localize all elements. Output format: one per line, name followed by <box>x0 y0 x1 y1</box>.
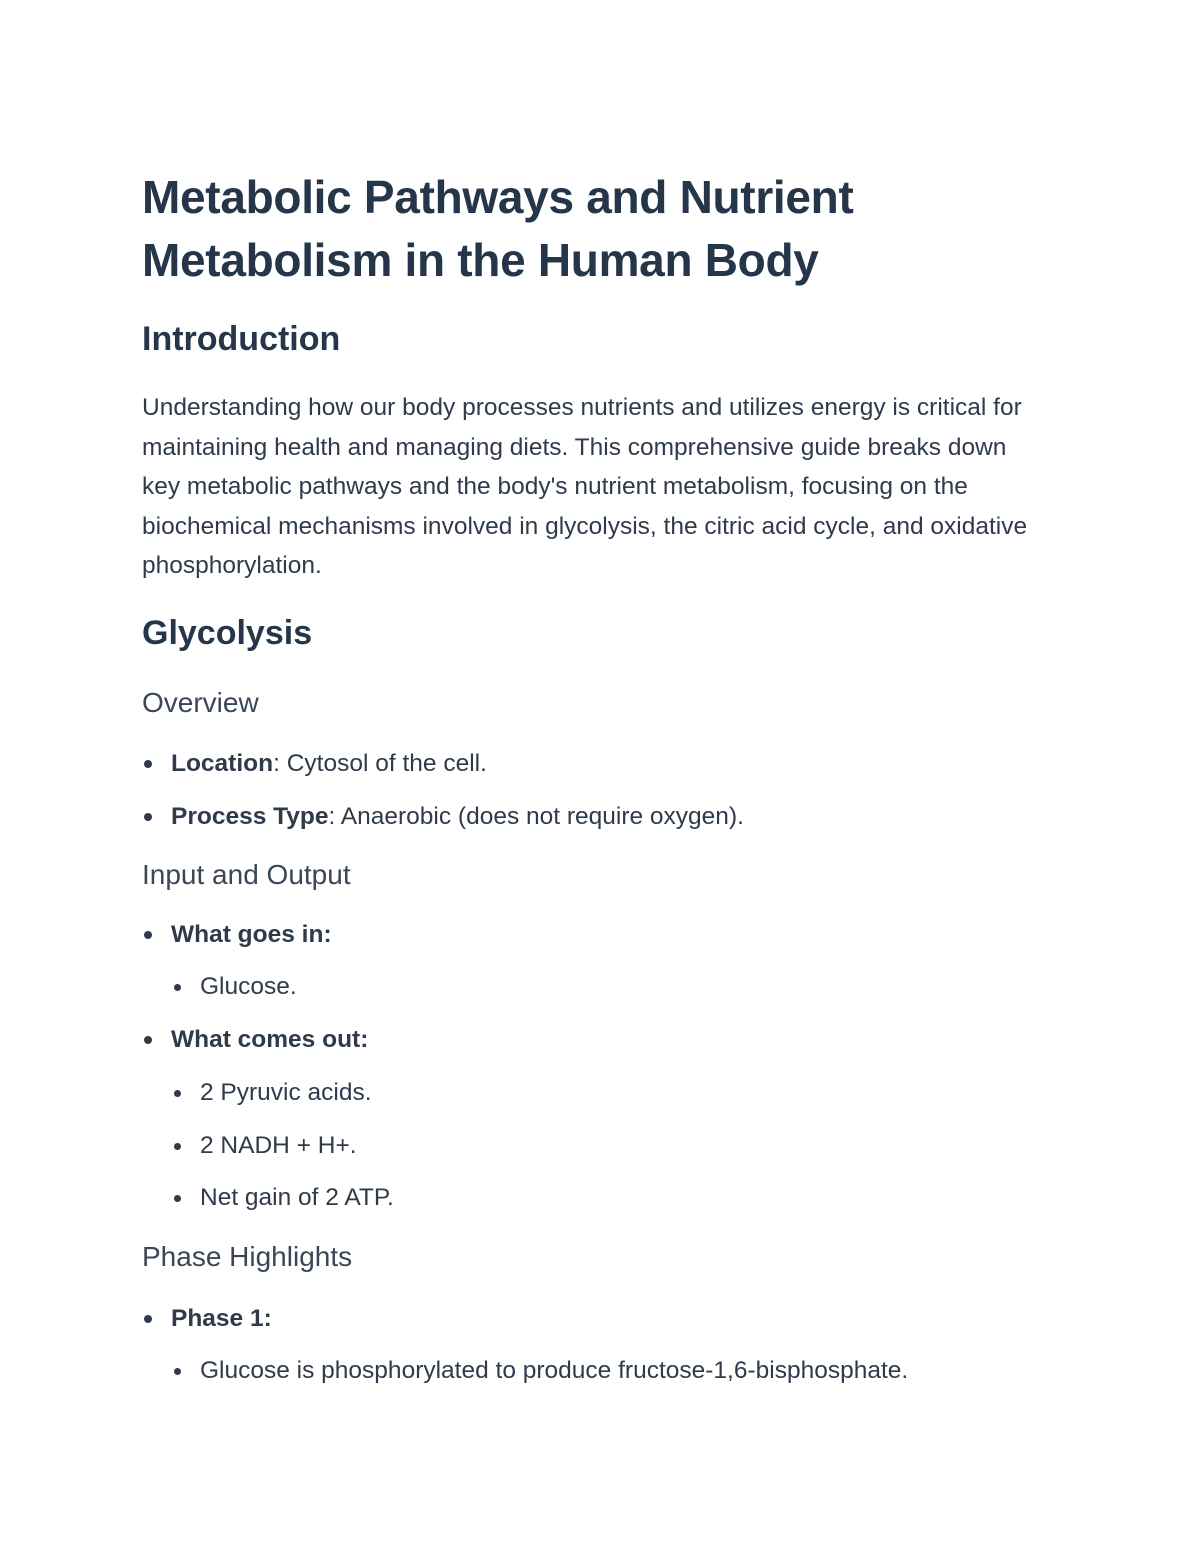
bullet-icon <box>174 1143 181 1150</box>
bullet-icon <box>144 1315 152 1323</box>
bullet-icon <box>144 813 152 821</box>
bullet-icon <box>144 1036 152 1044</box>
list-item-label: What goes in: <box>171 921 332 948</box>
list-item <box>171 1130 357 1162</box>
list-item-label: Location <box>171 750 274 777</box>
document-title: Metabolic Pathways and Nutrient Metabolism in the Human Body <box>142 171 854 286</box>
list-item <box>142 1024 368 1056</box>
list-item-text: 2 NADH + H+. <box>200 1132 357 1159</box>
list-item <box>142 1303 272 1335</box>
list-item-text: : Cytosol of the cell. <box>273 750 487 777</box>
introduction-paragraph: Understanding how our body processes nutrients and utilizes energy is critical for maintaining health and managing diets. This comprehensive guide breaks down key metabolic pathways and the body's nutrient metabolism, focusing on the biochemical mechanisms involved in glycolysis, the citric acid cycle, and oxidative phosphorylation. <box>142 394 1028 579</box>
bullet-icon <box>174 984 181 991</box>
list-item <box>142 748 487 780</box>
overview-heading: Overview <box>142 687 259 718</box>
list-item-text: Glucose. <box>200 973 297 1000</box>
bullet-icon <box>174 1090 181 1097</box>
glycolysis-heading: Glycolysis <box>142 614 313 652</box>
list-item-label: What comes out: <box>171 1026 369 1053</box>
list-item <box>142 919 332 951</box>
list-item-label: Phase 1: <box>171 1305 272 1332</box>
introduction-heading: Introduction <box>142 320 341 358</box>
list-item-text: : Anaerobic (does not require oxygen). <box>328 803 744 830</box>
list-item-text: Glucose is phosphorylated to produce fructose-1,6-bisphosphate. <box>200 1357 909 1384</box>
list-item-label: Process Type <box>171 803 329 830</box>
list-item-text: Net gain of 2 ATP. <box>200 1184 394 1211</box>
bullet-icon <box>174 1368 181 1375</box>
list-item <box>171 1182 394 1214</box>
bullet-icon <box>144 760 152 768</box>
list-item <box>171 1355 908 1387</box>
list-item <box>171 971 297 1003</box>
input-output-heading: Input and Output <box>142 859 351 890</box>
bullet-icon <box>174 1195 181 1202</box>
list-item <box>171 1077 372 1109</box>
list-item <box>142 801 744 833</box>
bullet-icon <box>144 931 152 939</box>
phase-highlights-heading: Phase Highlights <box>142 1241 353 1272</box>
list-item-text: 2 Pyruvic acids. <box>200 1079 372 1106</box>
